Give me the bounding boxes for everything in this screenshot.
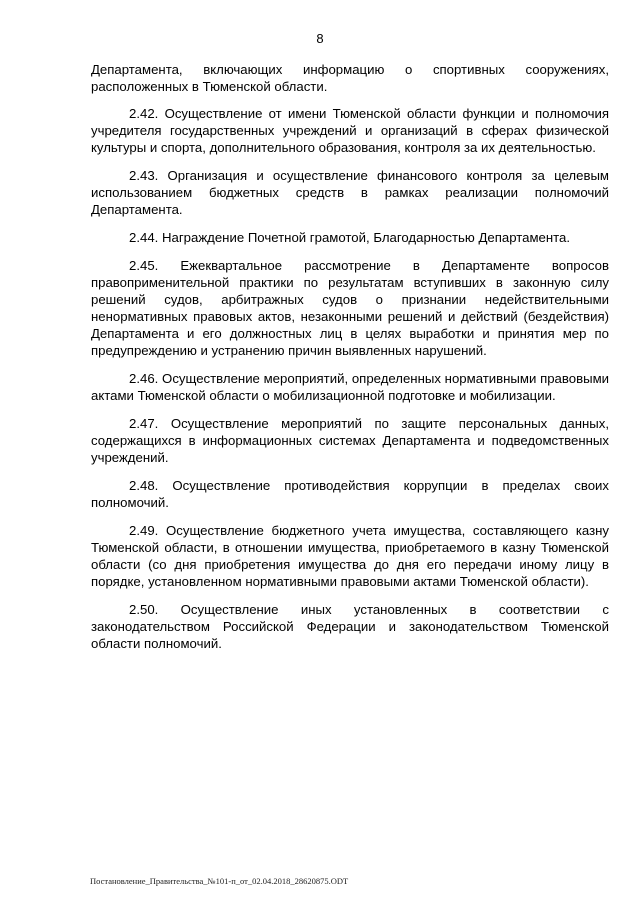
paragraph-2-47: 2.47. Осуществление мероприятий по защите персональных данных, содержащихся в информационных системах Департамента и подведомственных учреждений. [91, 416, 609, 465]
document-footer: Постановление_Правительства_№101-п_от_02.04.2018_28620875.ODT [90, 876, 349, 886]
paragraph-2-43: 2.43. Организация и осуществление финансового контроля за целевым использованием бюджетных средств в рамках реализации полномочий Департамента. [91, 168, 609, 217]
paragraph-2-50: 2.50. Осуществление иных установленных в соответствии с законодательством Российской Федерации и законодательством Тюменской области полномочий. [91, 602, 609, 651]
paragraph-2-48: 2.48. Осуществление противодействия коррупции в пределах своих полномочий. [91, 478, 609, 510]
document-body [91, 61, 609, 663]
paragraph-2-46: 2.46. Осуществление мероприятий, определенных нормативными правовыми актами Тюменской области о мобилизационной подготовке и мобилизации. [91, 371, 609, 403]
paragraph-continuation: Департамента, включающих информацию о спортивных сооружениях, расположенных в Тюменской области. [91, 62, 609, 94]
paragraph-2-45: 2.45. Ежеквартальное рассмотрение в Департаменте вопросов правоприменительной практики по результатам вступивших в законную силу решений судов, арбитражных судов о признании недействительными ненормативных правовых актов, незаконными решений и действий (бездействия) Департамента и его должностных лиц в целях выработки и принятия мер по предупреждению и устранению причин выявленных нарушений. [91, 258, 609, 358]
paragraph-2-49: 2.49. Осуществление бюджетного учета имущества, составляющего казну Тюменской области, в отношении имущества, приобретаемого в казну Тюменской области (со дня приобретения имущества до дня его передачи иному лицу в порядке, установленном нормативными правовыми актами Тюменской области). [91, 523, 609, 589]
paragraph-2-42: 2.42. Осуществление от имени Тюменской области функции и полномочия учредителя государственных учреждений и организаций в сферах физической культуры и спорта, дополнительного образования, контроля за их деятельностью. [91, 106, 609, 155]
page-number: 8 [316, 31, 324, 46]
paragraph-2-44: 2.44. Награждение Почетной грамотой, Благодарностью Департамента. [129, 230, 571, 245]
